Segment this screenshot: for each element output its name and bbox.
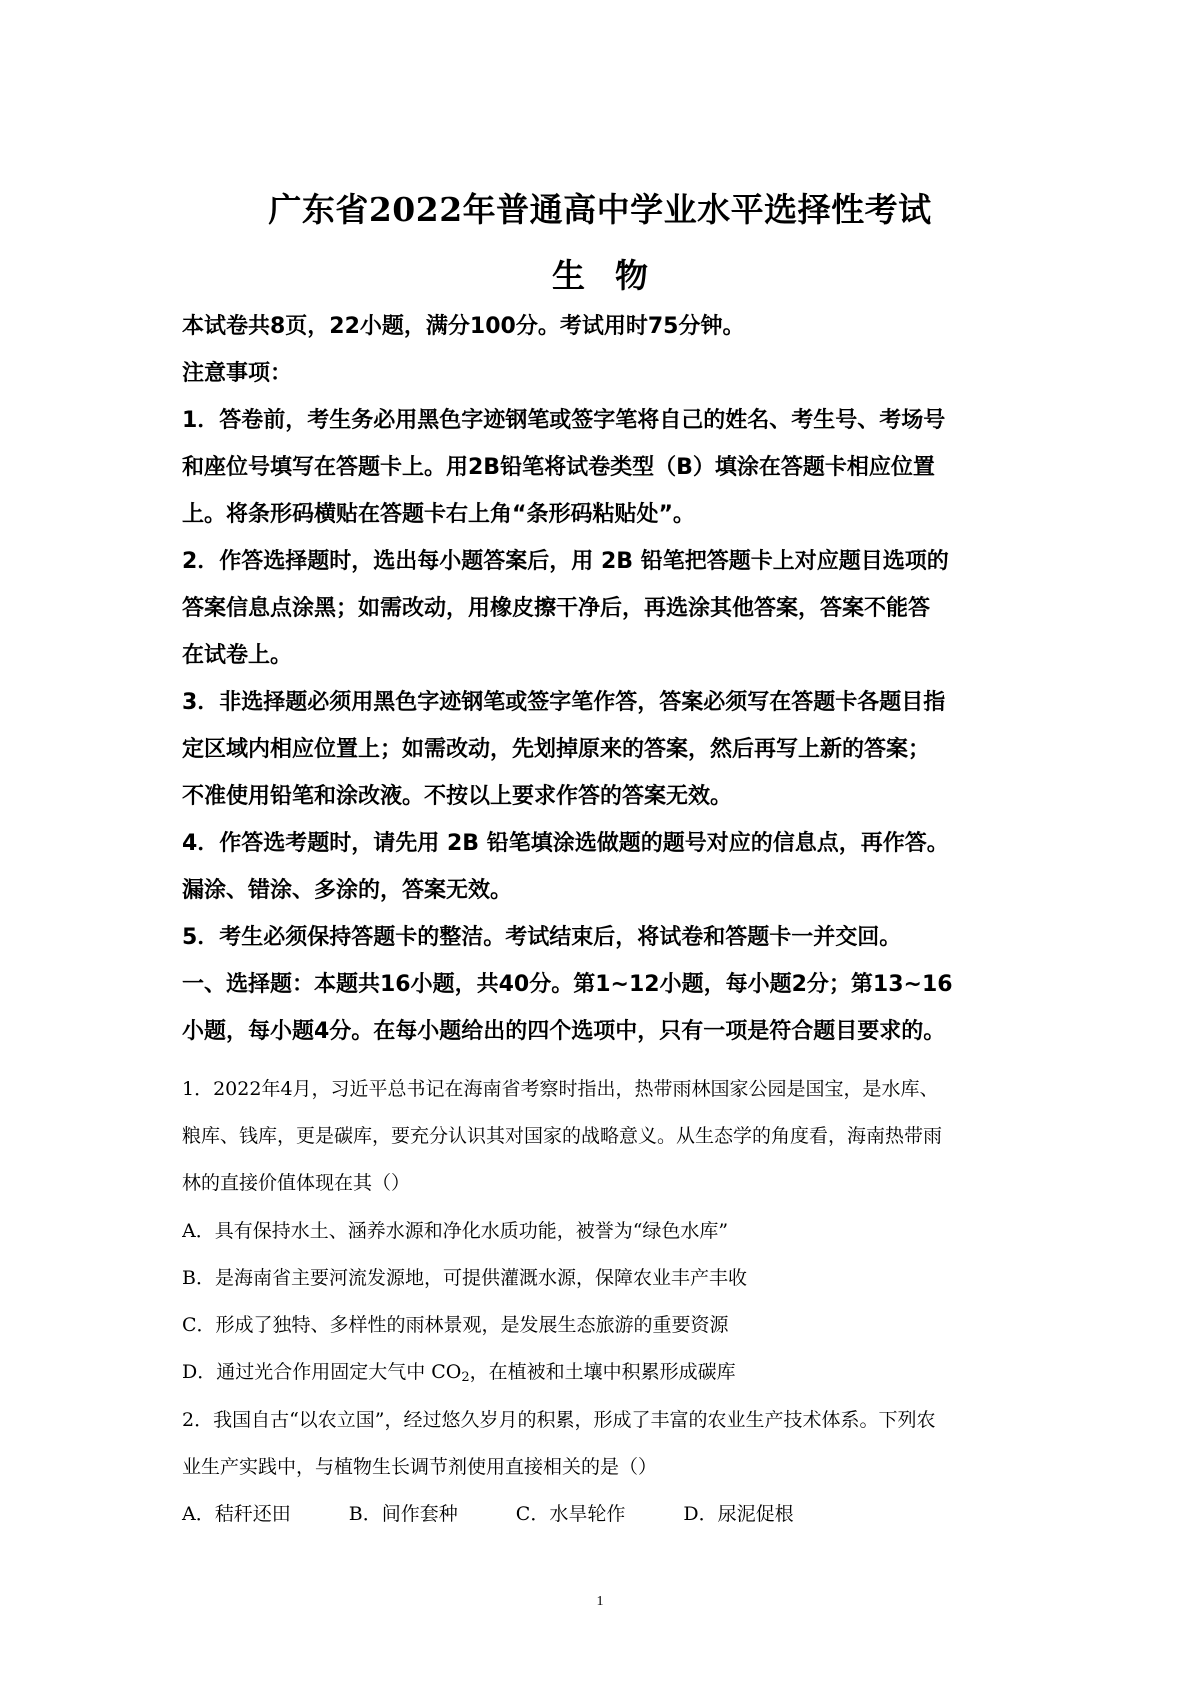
question-1-stem-line: 粮库、钱库，更是碳库，要充分认识其对国家的战略意义。从生态学的角度看，海南热带雨 [182, 1125, 943, 1147]
question-1-stem-line: 1．2022年4月，习近平总书记在海南省考察时指出，热带雨林国家公园是国宝，是水库、 [182, 1078, 939, 1100]
question-2-option-b: B．间作套种 [348, 1503, 458, 1525]
notice-line: 定区域内相应位置上；如需改动，先划掉原来的答案，然后再写上新的答案； [182, 737, 931, 762]
exam-intro: 本试卷共8页，22小题，满分100分。考试用时75分钟。 [182, 314, 745, 339]
notice-heading: 注意事项： [182, 361, 293, 386]
question-2-stem-line: 2．我国自古“以农立国”，经过悠久岁月的积累，形成了丰富的农业生产技术体系。下列农 [182, 1409, 936, 1431]
notice-line: 1．答卷前，考生务必用黑色字迹钢笔或签字笔将自己的姓名、考生号、考场号 [182, 408, 946, 433]
section-heading-line: 小题，每小题4分。在每小题给出的四个选项中，只有一项是符合题目要求的。 [182, 1019, 946, 1044]
notice-line: 在试卷上。 [182, 643, 293, 668]
notice-line: 不准使用铅笔和涂改液。不按以上要求作答的答案无效。 [182, 784, 733, 809]
question-2-option-a: A．秸秆还田 [182, 1503, 291, 1525]
notice-line: 和座位号填写在答题卡上。用2B铅笔将试卷类型（B）填涂在答题卡相应位置 [182, 455, 935, 480]
option-d-text-post: ，在植被和土壤中积累形成碳库 [469, 1361, 736, 1383]
option-d-text-pre: D．通过光合作用固定大气中 CO [182, 1361, 462, 1383]
exam-title: 广东省2022年普通高中学业水平选择性考试 [268, 190, 932, 229]
page-number: 1 [596, 1594, 604, 1609]
question-1-option-d [182, 1358, 1028, 1386]
question-1-option-b: B．是海南省主要河流发源地，可提供灌溉水源，保障农业丰产丰收 [182, 1267, 747, 1289]
question-2-options [182, 1500, 1028, 1528]
co2-subscript: 2 [461, 1370, 470, 1385]
question-2-stem-line: 业生产实践中，与植物生长调节剂使用直接相关的是（） [182, 1456, 658, 1478]
notice-line: 4．作答选考题时，请先用 2B 铅笔填涂选做题的题号对应的信息点，再作答。 [182, 831, 949, 856]
question-2-option-c: C．水旱轮作 [515, 1503, 626, 1525]
notice-line: 2．作答选择题时，选出每小题答案后，用 2B 铅笔把答题卡上对应题目选项的 [182, 549, 949, 574]
question-1-option-a: A．具有保持水土、涵养水源和净化水质功能，被誉为“绿色水库” [182, 1220, 729, 1242]
question-2-option-d: D．尿泥促根 [683, 1503, 794, 1525]
notice-line: 5．考生必须保持答题卡的整洁。考试结束后，将试卷和答题卡一并交回。 [182, 925, 902, 950]
notice-line: 答案信息点涂黑；如需改动，用橡皮擦干净后，再选涂其他答案，答案不能答 [182, 596, 931, 621]
question-1-stem-line: 林的直接价值体现在其（） [182, 1172, 411, 1194]
section-heading-line: 一、选择题：本题共16小题，共40分。第1~12小题，每小题2分；第13~16 [182, 972, 953, 997]
notice-line: 3．非选择题必须用黑色字迹钢笔或签字笔作答，答案必须写在答题卡各题目指 [182, 690, 946, 715]
question-1-option-c: C．形成了独特、多样性的雨林景观，是发展生态旅游的重要资源 [182, 1314, 729, 1336]
subject-title: 生物 [552, 256, 678, 295]
notice-line: 上。将条形码横贴在答题卡右上角“条形码粘贴处”。 [182, 502, 695, 527]
notice-line: 漏涂、错涂、多涂的，答案无效。 [182, 878, 513, 903]
